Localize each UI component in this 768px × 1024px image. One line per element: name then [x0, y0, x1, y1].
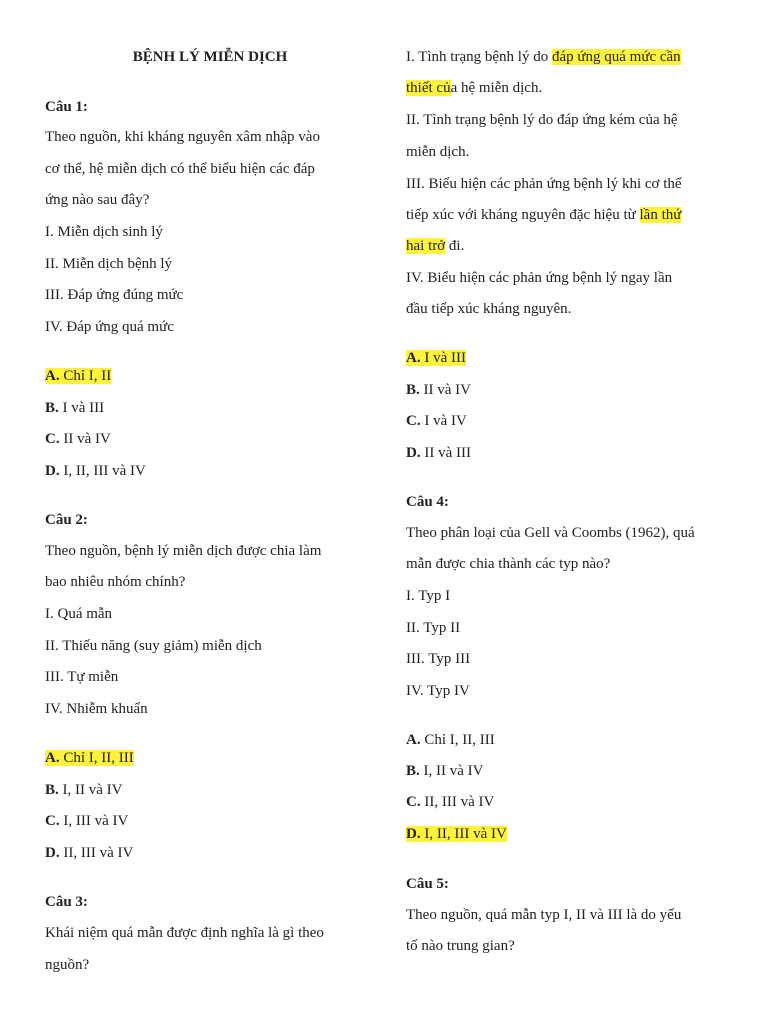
answer-highlight — [406, 350, 466, 366]
question-4-option-c — [406, 792, 494, 812]
question-3-stem-line: Khái niệm quá mẫn được định nghĩa là gì theo — [45, 925, 324, 941]
question-3-item-2-line: miễn dịch. — [406, 144, 470, 160]
option-letter: A. — [45, 750, 60, 766]
question-1-item: IV. Đáp ứng quá mức — [45, 319, 174, 335]
question-3-item-3-line: III. Biểu hiện các phản ứng bệnh lý khi cơ thể — [406, 176, 682, 192]
answer-highlight — [406, 826, 507, 842]
option-letter: A. — [45, 368, 60, 384]
option-letter: A. — [406, 350, 421, 366]
question-1-option-b — [45, 398, 104, 418]
question-2-option-a — [45, 748, 134, 768]
question-5-stem-line: Theo nguồn, quá mẫn typ I, II và III là do yếu — [406, 907, 682, 923]
answer-highlight — [45, 750, 134, 766]
question-2-item: IV. Nhiễm khuẩn — [45, 701, 148, 717]
option-letter: D. — [406, 826, 421, 842]
option-letter: B. — [45, 782, 59, 798]
option-text: I, II, III và IV — [63, 463, 146, 479]
question-1-option-d — [45, 461, 146, 481]
text-highlight: lần thứ — [639, 207, 682, 223]
text-highlight: thiết củ — [406, 80, 451, 96]
question-3-heading: Câu 3: — [45, 894, 88, 910]
question-4-option-b — [406, 761, 484, 781]
item-text: tiếp xúc với kháng nguyên đặc hiệu từ — [406, 207, 640, 223]
question-1-item: III. Đáp ứng đúng mức — [45, 287, 184, 303]
question-1-item: II. Miễn dịch bệnh lý — [45, 256, 173, 272]
option-letter: B. — [406, 763, 420, 779]
question-1-option-a — [45, 366, 111, 386]
option-text: Chỉ I, II, III — [424, 732, 495, 748]
option-letter: C. — [45, 813, 60, 829]
question-1-stem-line: cơ thể, hệ miễn dịch có thể biểu hiện các đáp — [45, 161, 315, 177]
question-3-item-4-line: đầu tiếp xúc kháng nguyên. — [406, 301, 572, 317]
question-1-item: I. Miễn dịch sinh lý — [45, 224, 163, 240]
question-4-item: I. Typ I — [406, 588, 451, 604]
option-text: I và III — [424, 350, 466, 366]
question-4-item: IV. Typ IV — [406, 683, 470, 699]
question-3-option-a — [406, 348, 466, 368]
text-highlight: hai trở — [406, 238, 446, 254]
question-2-item: II. Thiếu năng (suy giảm) miễn dịch — [45, 638, 262, 654]
question-2-stem-line: bao nhiêu nhóm chính? — [45, 574, 186, 590]
item-text: đi. — [445, 238, 465, 254]
question-1-heading: Câu 1: — [45, 99, 88, 115]
option-text: I và IV — [424, 413, 467, 429]
option-text: II, III và IV — [424, 794, 495, 810]
question-4-stem-line: Theo phân loại của Gell và Coombs (1962), quá — [406, 525, 695, 541]
option-letter: D. — [45, 845, 60, 861]
item-text: a hệ miễn dịch. — [450, 80, 543, 96]
question-2-stem-line: Theo nguồn, bệnh lý miễn dịch được chia làm — [45, 543, 322, 559]
question-3-item-1-line — [406, 47, 681, 67]
question-2-option-c — [45, 811, 128, 831]
question-3-item-3-line — [406, 205, 681, 225]
question-2-item: III. Tự miễn — [45, 669, 119, 685]
question-3-item-3-line — [406, 236, 464, 256]
question-4-option-a — [406, 730, 495, 750]
option-letter: B. — [406, 382, 420, 398]
item-text: I. Tình trạng bệnh lý do — [406, 49, 552, 65]
option-letter: B. — [45, 400, 59, 416]
question-5-stem-line: tố nào trung gian? — [406, 938, 515, 954]
option-letter: C. — [406, 794, 421, 810]
question-3-option-d — [406, 443, 471, 463]
answer-highlight — [45, 368, 111, 384]
option-text: I, III và IV — [63, 813, 129, 829]
option-text: II, III và IV — [63, 845, 134, 861]
option-letter: C. — [45, 431, 60, 447]
question-3-item-1-line — [406, 78, 542, 98]
question-1-stem-line: ứng nào sau đây? — [45, 192, 150, 208]
question-3-item-2-line: II. Tình trạng bệnh lý do đáp ứng kém của hệ — [406, 112, 678, 128]
option-letter: D. — [406, 445, 421, 461]
text-highlight: đáp ứng quá mức cần — [551, 49, 681, 65]
option-text: I và III — [62, 400, 105, 416]
question-3-stem-line: nguồn? — [45, 957, 90, 973]
question-3-option-b — [406, 380, 471, 400]
document-title: BỆNH LÝ MIỄN DỊCH — [132, 49, 288, 65]
option-text: I, II, III và IV — [424, 826, 507, 842]
option-text: II và IV — [423, 382, 471, 398]
option-text: I, II và IV — [423, 763, 484, 779]
question-4-item: III. Typ III — [406, 651, 471, 667]
option-letter: A. — [406, 732, 421, 748]
question-2-heading: Câu 2: — [45, 512, 88, 528]
option-letter: D. — [45, 463, 60, 479]
question-1-option-c — [45, 429, 111, 449]
option-letter: C. — [406, 413, 421, 429]
question-2-option-b — [45, 780, 123, 800]
question-4-option-d — [406, 824, 507, 844]
question-3-item-4-line: IV. Biểu hiện các phản ứng bệnh lý ngay lần — [406, 270, 673, 286]
question-5-heading: Câu 5: — [406, 876, 449, 892]
question-4-stem-line: mẫn được chia thành các typ nào? — [406, 556, 611, 572]
question-2-option-d — [45, 843, 133, 863]
option-text: Chỉ I, II — [63, 368, 112, 384]
question-3-option-c — [406, 411, 467, 431]
question-4-heading: Câu 4: — [406, 494, 449, 510]
question-2-item: I. Quá mẫn — [45, 606, 113, 622]
option-text: I, II và IV — [62, 782, 123, 798]
option-text: II và III — [424, 445, 471, 461]
option-text: Chỉ I, II, III — [63, 750, 134, 766]
question-1-stem-line: Theo nguồn, khi kháng nguyên xâm nhập vào — [45, 129, 320, 145]
question-4-item: II. Typ II — [406, 620, 461, 636]
option-text: II và IV — [63, 431, 111, 447]
